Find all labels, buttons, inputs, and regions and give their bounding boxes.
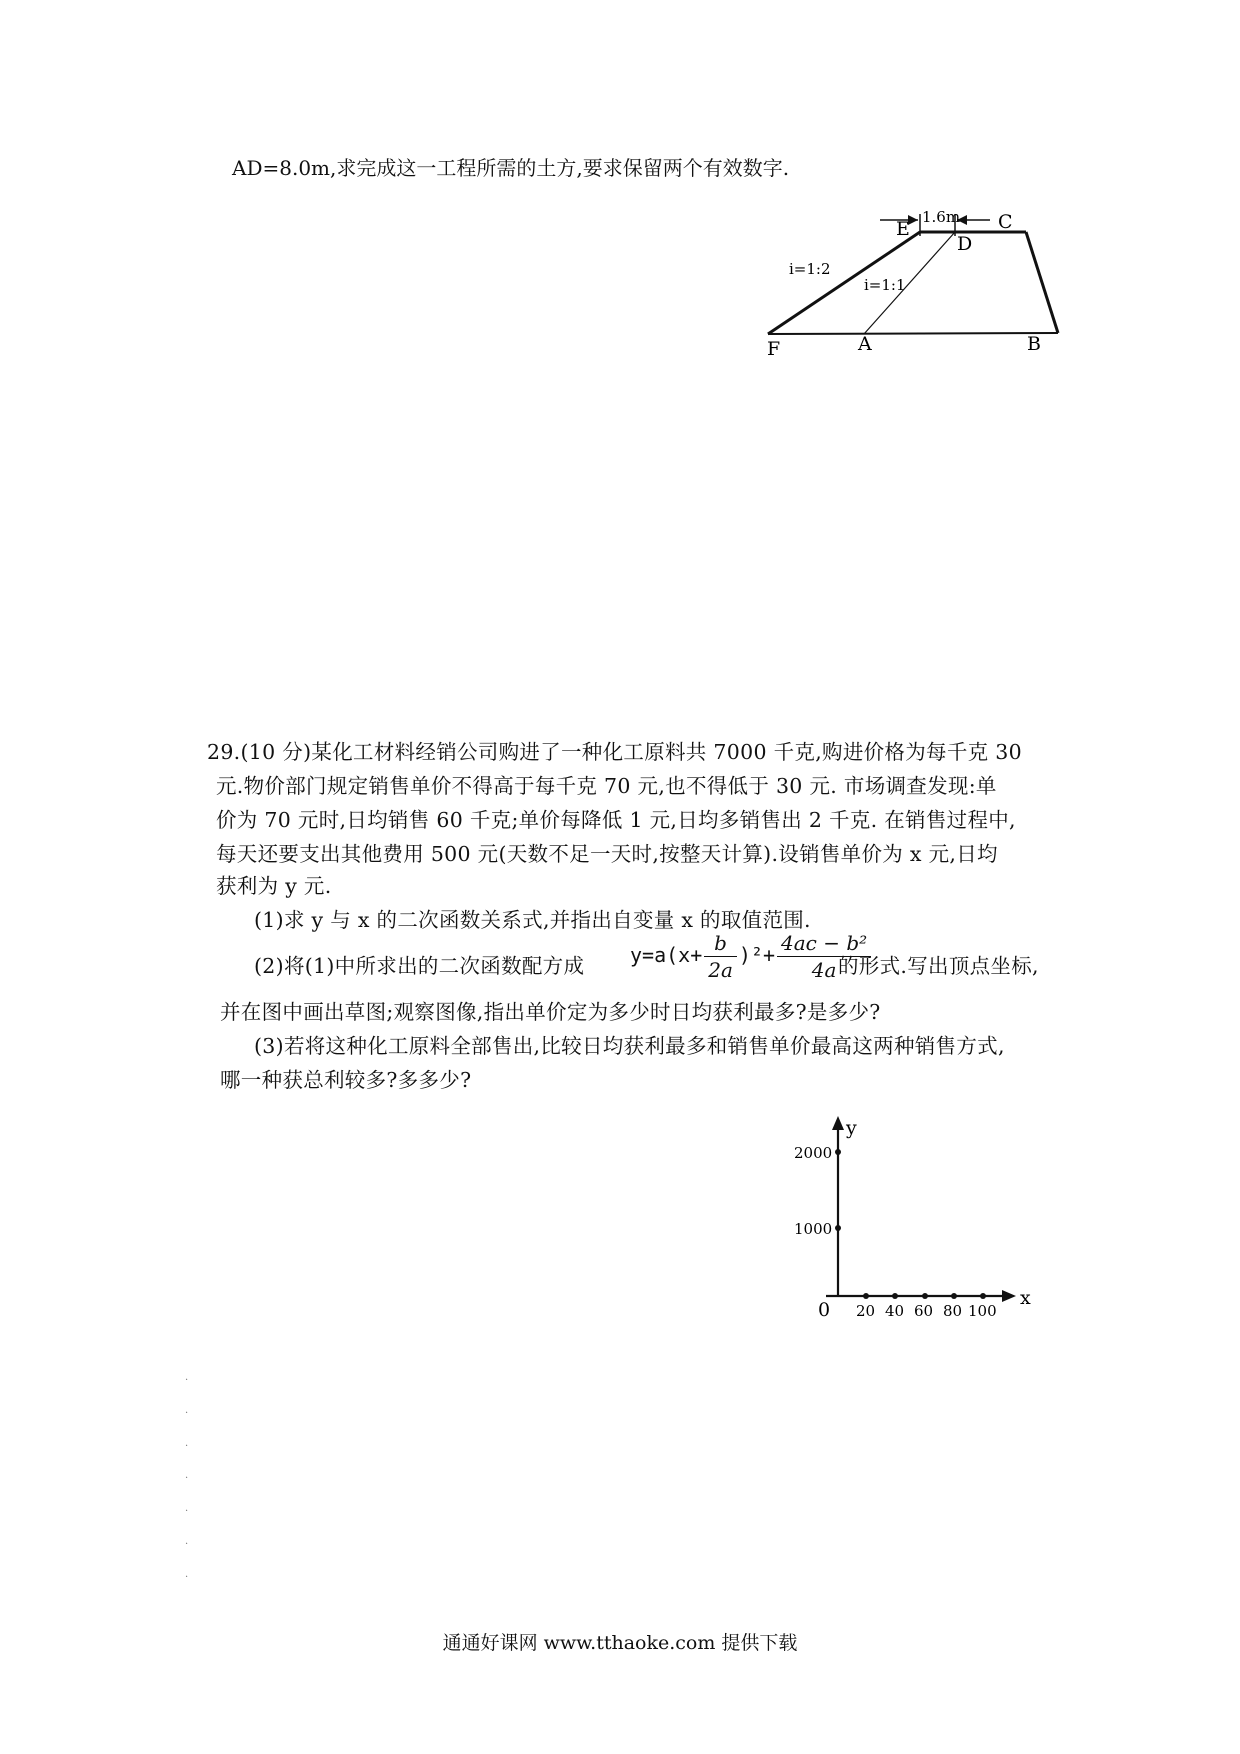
x-tick-100: 100	[968, 1302, 997, 1320]
margin-dot: .	[185, 1536, 189, 1547]
margin-dot: .	[185, 1372, 189, 1383]
q29-part2-end: 的形式.写出顶点坐标,	[838, 954, 1039, 978]
slope-mid-label: i=1:1	[864, 276, 906, 294]
q29-part3-line2: 哪一种获总利较多?多多少?	[220, 1068, 472, 1092]
q29-line2: 元.物价部门规定销售单价不得高于每千克 70 元,也不得低于 30 元. 市场调查发现:单	[216, 774, 997, 798]
q29-line5: 获利为 y 元.	[216, 874, 332, 898]
x-tick-80-dot	[951, 1293, 957, 1299]
y-tick-1000: 1000	[794, 1220, 833, 1238]
y-axis-label: y	[846, 1117, 857, 1139]
x-tick-40-dot	[892, 1293, 898, 1299]
q29-part3-line1: (3)若将这种化工原料全部售出,比较日均获利最多和销售单价最高这两种销售方式,	[254, 1034, 1005, 1058]
q29-line4: 每天还要支出其他费用 500 元(天数不足一天时,按整天计算).设销售单价为 x 元,日均	[216, 842, 998, 866]
point-a: A	[858, 333, 872, 355]
edge-cb	[1026, 232, 1058, 333]
origin-label: 0	[818, 1299, 831, 1321]
slope-left-label: i=1:2	[789, 260, 831, 278]
q29-part2-line2: 并在图中画出草图;观察图像,指出单价定为多少时日均获利最多?是多少?	[220, 1000, 881, 1024]
margin-dot: .	[185, 1438, 189, 1449]
x-tick-20: 20	[856, 1302, 876, 1320]
margin-dot: .	[185, 1569, 189, 1580]
y-tick-2000: 2000	[794, 1144, 833, 1162]
x-tick-40: 40	[885, 1302, 905, 1320]
coordinate-graph	[0, 1110, 1240, 1350]
width-label: 1.6m	[922, 208, 961, 226]
x-tick-60: 60	[914, 1302, 934, 1320]
x-tick-60-dot	[922, 1293, 928, 1299]
embankment-diagram	[0, 190, 1240, 590]
x-tick-20-dot	[863, 1293, 869, 1299]
q29-line3: 价为 70 元时,日均销售 60 千克;单价每降低 1 元,日均多销售出 2 千克. 在销售过程中,	[216, 808, 1016, 832]
point-d: D	[957, 233, 973, 255]
margin-dot: .	[185, 1405, 189, 1416]
x-tick-100-dot	[980, 1293, 986, 1299]
y-tick-1000-dot	[835, 1225, 841, 1231]
margin-dot: .	[185, 1503, 189, 1514]
point-c: C	[998, 211, 1013, 233]
x-axis-label: x	[1020, 1287, 1031, 1309]
x-tick-80: 80	[943, 1302, 963, 1320]
q29-line1: 29.(10 分)某化工材料经销公司购进了一种化工原料共 7000 千克,购进价格为每千克 30	[207, 740, 1022, 764]
vertex-form-formula: y=a(x+ $\frac{b}{2a}$ )²+ $\frac{\text{4ac − b²}}{4a}$	[630, 930, 873, 983]
q29-part1: (1)求 y 与 x 的二次函数关系式,并指出自变量 x 的取值范围.	[254, 908, 811, 932]
y-tick-2000-dot	[835, 1149, 841, 1155]
point-f: F	[767, 338, 781, 360]
q29-part2-start: (2)将(1)中所求出的二次函数配方成	[254, 954, 585, 978]
edge-fb	[768, 333, 1058, 334]
point-b: B	[1027, 333, 1041, 355]
point-e: E	[896, 218, 910, 240]
margin-dot: .	[185, 1470, 189, 1481]
q28-text: AD=8.0m,求完成这一工程所需的土方,要求保留两个有效数字.	[232, 156, 790, 180]
page-footer: 通通好课网 www.tthaoke.com 提供下载	[442, 1632, 798, 1654]
